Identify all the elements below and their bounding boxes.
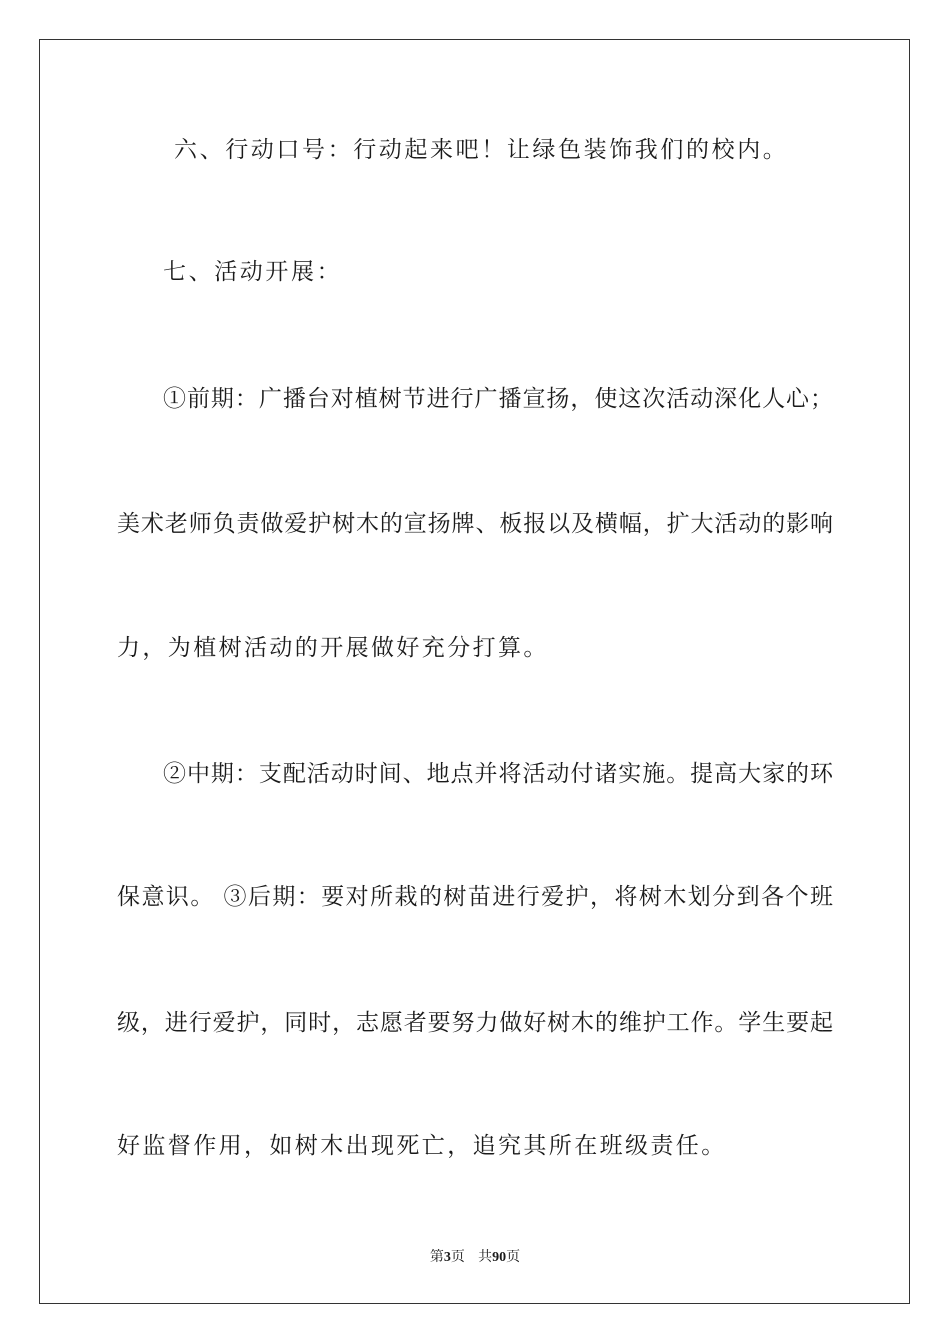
paragraph-early-stage: ①前期：广播台对植树节进行广播宣扬，使这次活动深化人心； bbox=[163, 386, 833, 412]
footer-suffix: 页 bbox=[506, 1249, 521, 1265]
paragraph-mid-stage: ②中期：支配活动时间、地点并将活动付诸实施。提高大家的环 bbox=[163, 761, 833, 787]
footer-middle: 页 共 bbox=[450, 1249, 493, 1265]
paragraph-line: 级，进行爱护，同时，志愿者要努力做好树木的维护工作。学生要起 bbox=[117, 1010, 833, 1036]
page-border bbox=[39, 39, 910, 1304]
footer-total-pages: 90 bbox=[492, 1250, 507, 1265]
paragraph-slogan: 六、行动口号：行动起来吧！让绿色装饰我们的校内。 bbox=[174, 137, 789, 163]
footer-page-number: 3 bbox=[443, 1250, 451, 1265]
page-footer bbox=[0, 1248, 950, 1267]
footer-prefix: 第 bbox=[429, 1249, 444, 1265]
paragraph-line: 好监督作用，如树木出现死亡，追究其所在班级责任。 bbox=[117, 1133, 727, 1159]
paragraph-line: 保意识。 ③后期：要对所栽的树苗进行爱护，将树木划分到各个班 bbox=[117, 884, 833, 910]
paragraph-line: 美术老师负责做爱护树木的宣扬牌、板报以及横幅，扩大活动的影响 bbox=[117, 511, 833, 537]
paragraph-line: 力，为植树活动的开展做好充分打算。 bbox=[117, 635, 549, 661]
paragraph-activity-heading: 七、活动开展： bbox=[163, 259, 343, 285]
